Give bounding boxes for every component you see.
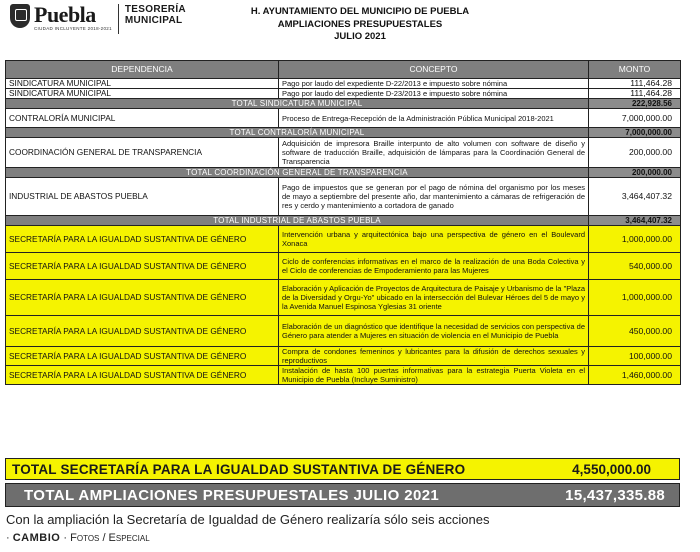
title-line-1: H. AYUNTAMIENTO DEL MUNICIPIO DE PUEBLA <box>250 6 470 17</box>
budget-table <box>5 60 681 385</box>
cell-concepto: Proceso de Entrega-Recepción de la Administración Pública Municipal 2018-2021 <box>279 109 589 128</box>
total-label: TOTAL COORDINACIÓN GENERAL DE TRANSPARENCIA <box>6 168 589 178</box>
cell-monto: 540,000.00 <box>589 253 681 280</box>
title-line-3: JULIO 2021 <box>334 31 386 42</box>
table-row <box>6 89 681 99</box>
table-row <box>6 253 681 280</box>
cell-dependencia: SINDICATURA MUNICIPAL <box>6 89 279 99</box>
table-row <box>6 109 681 128</box>
budget-table-wrap <box>5 60 680 385</box>
cell-monto: 200,000.00 <box>589 138 681 168</box>
cell-concepto: Pago por laudo del expediente D-23/2013 e impuesto sobre nómina <box>279 89 589 99</box>
cell-monto: 111,464.28 <box>589 89 681 99</box>
table-total-row <box>6 216 681 226</box>
total-monto: 200,000.00 <box>589 168 681 178</box>
tesoreria-line1: TESORERÍA <box>124 4 186 15</box>
cell-monto: 7,000,000.00 <box>589 109 681 128</box>
credit-brand: CAMBIO <box>12 532 61 544</box>
table-row <box>6 347 681 366</box>
document-header <box>0 0 700 58</box>
document-titles <box>200 6 520 44</box>
total-label: TOTAL CONTRALORÍA MUNICIPAL <box>6 128 589 138</box>
cell-concepto: Pago de impuestos que se generan por el pago de nómina del organismo por los meses de mayo a septiembre del presente año, dar mantenimiento a cámaras de refrigeración de res y cerdo y mantenimiento a cortadora de ganado <box>279 178 589 216</box>
table-row <box>6 316 681 347</box>
cell-concepto: Pago por laudo del expediente D-22/2013 e impuesto sobre nómina <box>279 79 589 89</box>
cell-dependencia: SECRETARÍA PARA LA IGUALDAD SUSTANTIVA DE GÉNERO <box>6 347 279 366</box>
tesoreria-line2: MUNICIPAL <box>124 15 183 26</box>
column-header-concepto: CONCEPTO <box>279 61 589 79</box>
logo-text: Puebla <box>34 2 96 27</box>
cell-dependencia: COORDINACIÓN GENERAL DE TRANSPARENCIA <box>6 138 279 168</box>
total-monto: 222,928.56 <box>589 99 681 109</box>
total-secretaria-bar <box>5 458 680 480</box>
photo-caption: Con la ampliación la Secretaría de Igualdad de Género realizaría sólo seis acciones <box>6 512 490 527</box>
table-header-row <box>6 61 681 79</box>
grand-total-label: TOTAL AMPLIACIONES PRESUPUESTALES JULIO 2021 <box>24 487 440 504</box>
total-secretaria-value: 4,550,000.00 <box>572 462 651 477</box>
table-total-row <box>6 128 681 138</box>
table-row <box>6 366 681 385</box>
cell-monto: 3,464,407.32 <box>589 178 681 216</box>
cell-dependencia: INDUSTRIAL DE ABASTOS PUEBLA <box>6 178 279 216</box>
cell-concepto: Instalación de hasta 100 puertas informativas para la estrategia Puerta Violeta en el Municipio de Puebla (Incluye Suministro) <box>279 366 589 385</box>
cell-monto: 100,000.00 <box>589 347 681 366</box>
cell-concepto: Elaboración de un diagnóstico que identifique la necesidad de servicios con perspectiva de Género para atender a Mujeres en situación de violencia en el Municipio de Puebla <box>279 316 589 347</box>
cell-concepto: Adquisición de impresora Braille interpunto de alto volumen con software de diseño y software de traducción Braille, adquisición de lámparas para la Coordinación General de Transparencia <box>279 138 589 168</box>
cell-dependencia: SECRETARÍA PARA LA IGUALDAD SUSTANTIVA DE GÉNERO <box>6 316 279 347</box>
credit-prefix: · <box>6 532 10 544</box>
table-body <box>6 79 681 385</box>
grand-total-value: 15,437,335.88 <box>565 487 665 504</box>
cell-dependencia: CONTRALORÍA MUNICIPAL <box>6 109 279 128</box>
cell-monto: 1,000,000.00 <box>589 226 681 253</box>
table-row <box>6 79 681 89</box>
cell-dependencia: SINDICATURA MUNICIPAL <box>6 79 279 89</box>
credit-text: Fotos / Especial <box>70 532 150 544</box>
total-monto: 7,000,000.00 <box>589 128 681 138</box>
photo-credit <box>6 532 150 544</box>
crest-icon <box>10 4 30 28</box>
table-row <box>6 178 681 216</box>
column-header-dependencia: DEPENDENCIA <box>6 61 279 79</box>
table-total-row <box>6 99 681 109</box>
table-row <box>6 138 681 168</box>
credit-separator: · <box>63 532 68 544</box>
grand-total-bar <box>5 483 680 507</box>
table-row <box>6 280 681 316</box>
logo-subtext: CIUDAD INCLUYENTE 2018-2021 <box>34 26 112 31</box>
puebla-logo <box>10 4 186 34</box>
cell-concepto: Elaboración y Aplicación de Proyectos de Arquitectura de Paisaje y Urbanismo de la "Plaza de la Diversidad y Orgu-Yo" ubicado en la intersección del Bulevar Héroes del 5 de mayo y la Avenida Manuel Espinosa Yglesias 31 oriente <box>279 280 589 316</box>
table-row <box>6 226 681 253</box>
cell-monto: 1,460,000.00 <box>589 366 681 385</box>
cell-monto: 1,000,000.00 <box>589 280 681 316</box>
total-label: TOTAL SINDICATURA MUNICIPAL <box>6 99 589 109</box>
cell-concepto: Compra de condones femeninos y lubricantes para la difusión de derechos sexuales y reproductivos <box>279 347 589 366</box>
total-secretaria-label: TOTAL SECRETARÍA PARA LA IGUALDAD SUSTANTIVA DE GÉNERO <box>12 462 466 477</box>
cell-concepto: Intervención urbana y arquitectónica bajo una perspectiva de género en el Boulevard Xonaca <box>279 226 589 253</box>
cell-concepto: Ciclo de conferencias informativas en el marco de la realización de una Boda Colectiva y el Ciclo de conferencias de Empoderamiento para las Mujeres <box>279 253 589 280</box>
cell-dependencia: SECRETARÍA PARA LA IGUALDAD SUSTANTIVA DE GÉNERO <box>6 253 279 280</box>
logo-divider <box>118 4 119 34</box>
cell-dependencia: SECRETARÍA PARA LA IGUALDAD SUSTANTIVA DE GÉNERO <box>6 280 279 316</box>
cell-monto: 450,000.00 <box>589 316 681 347</box>
total-monto: 3,464,407.32 <box>589 216 681 226</box>
cell-dependencia: SECRETARÍA PARA LA IGUALDAD SUSTANTIVA DE GÉNERO <box>6 226 279 253</box>
column-header-monto: MONTO <box>589 61 681 79</box>
cell-dependencia: SECRETARÍA PARA LA IGUALDAD SUSTANTIVA DE GÉNERO <box>6 366 279 385</box>
title-line-2: AMPLIACIONES PRESUPUESTALES <box>277 18 443 30</box>
total-label: TOTAL INDUSTRIAL DE ABASTOS PUEBLA <box>6 216 589 226</box>
table-total-row <box>6 168 681 178</box>
cell-monto: 111,464.28 <box>589 79 681 89</box>
